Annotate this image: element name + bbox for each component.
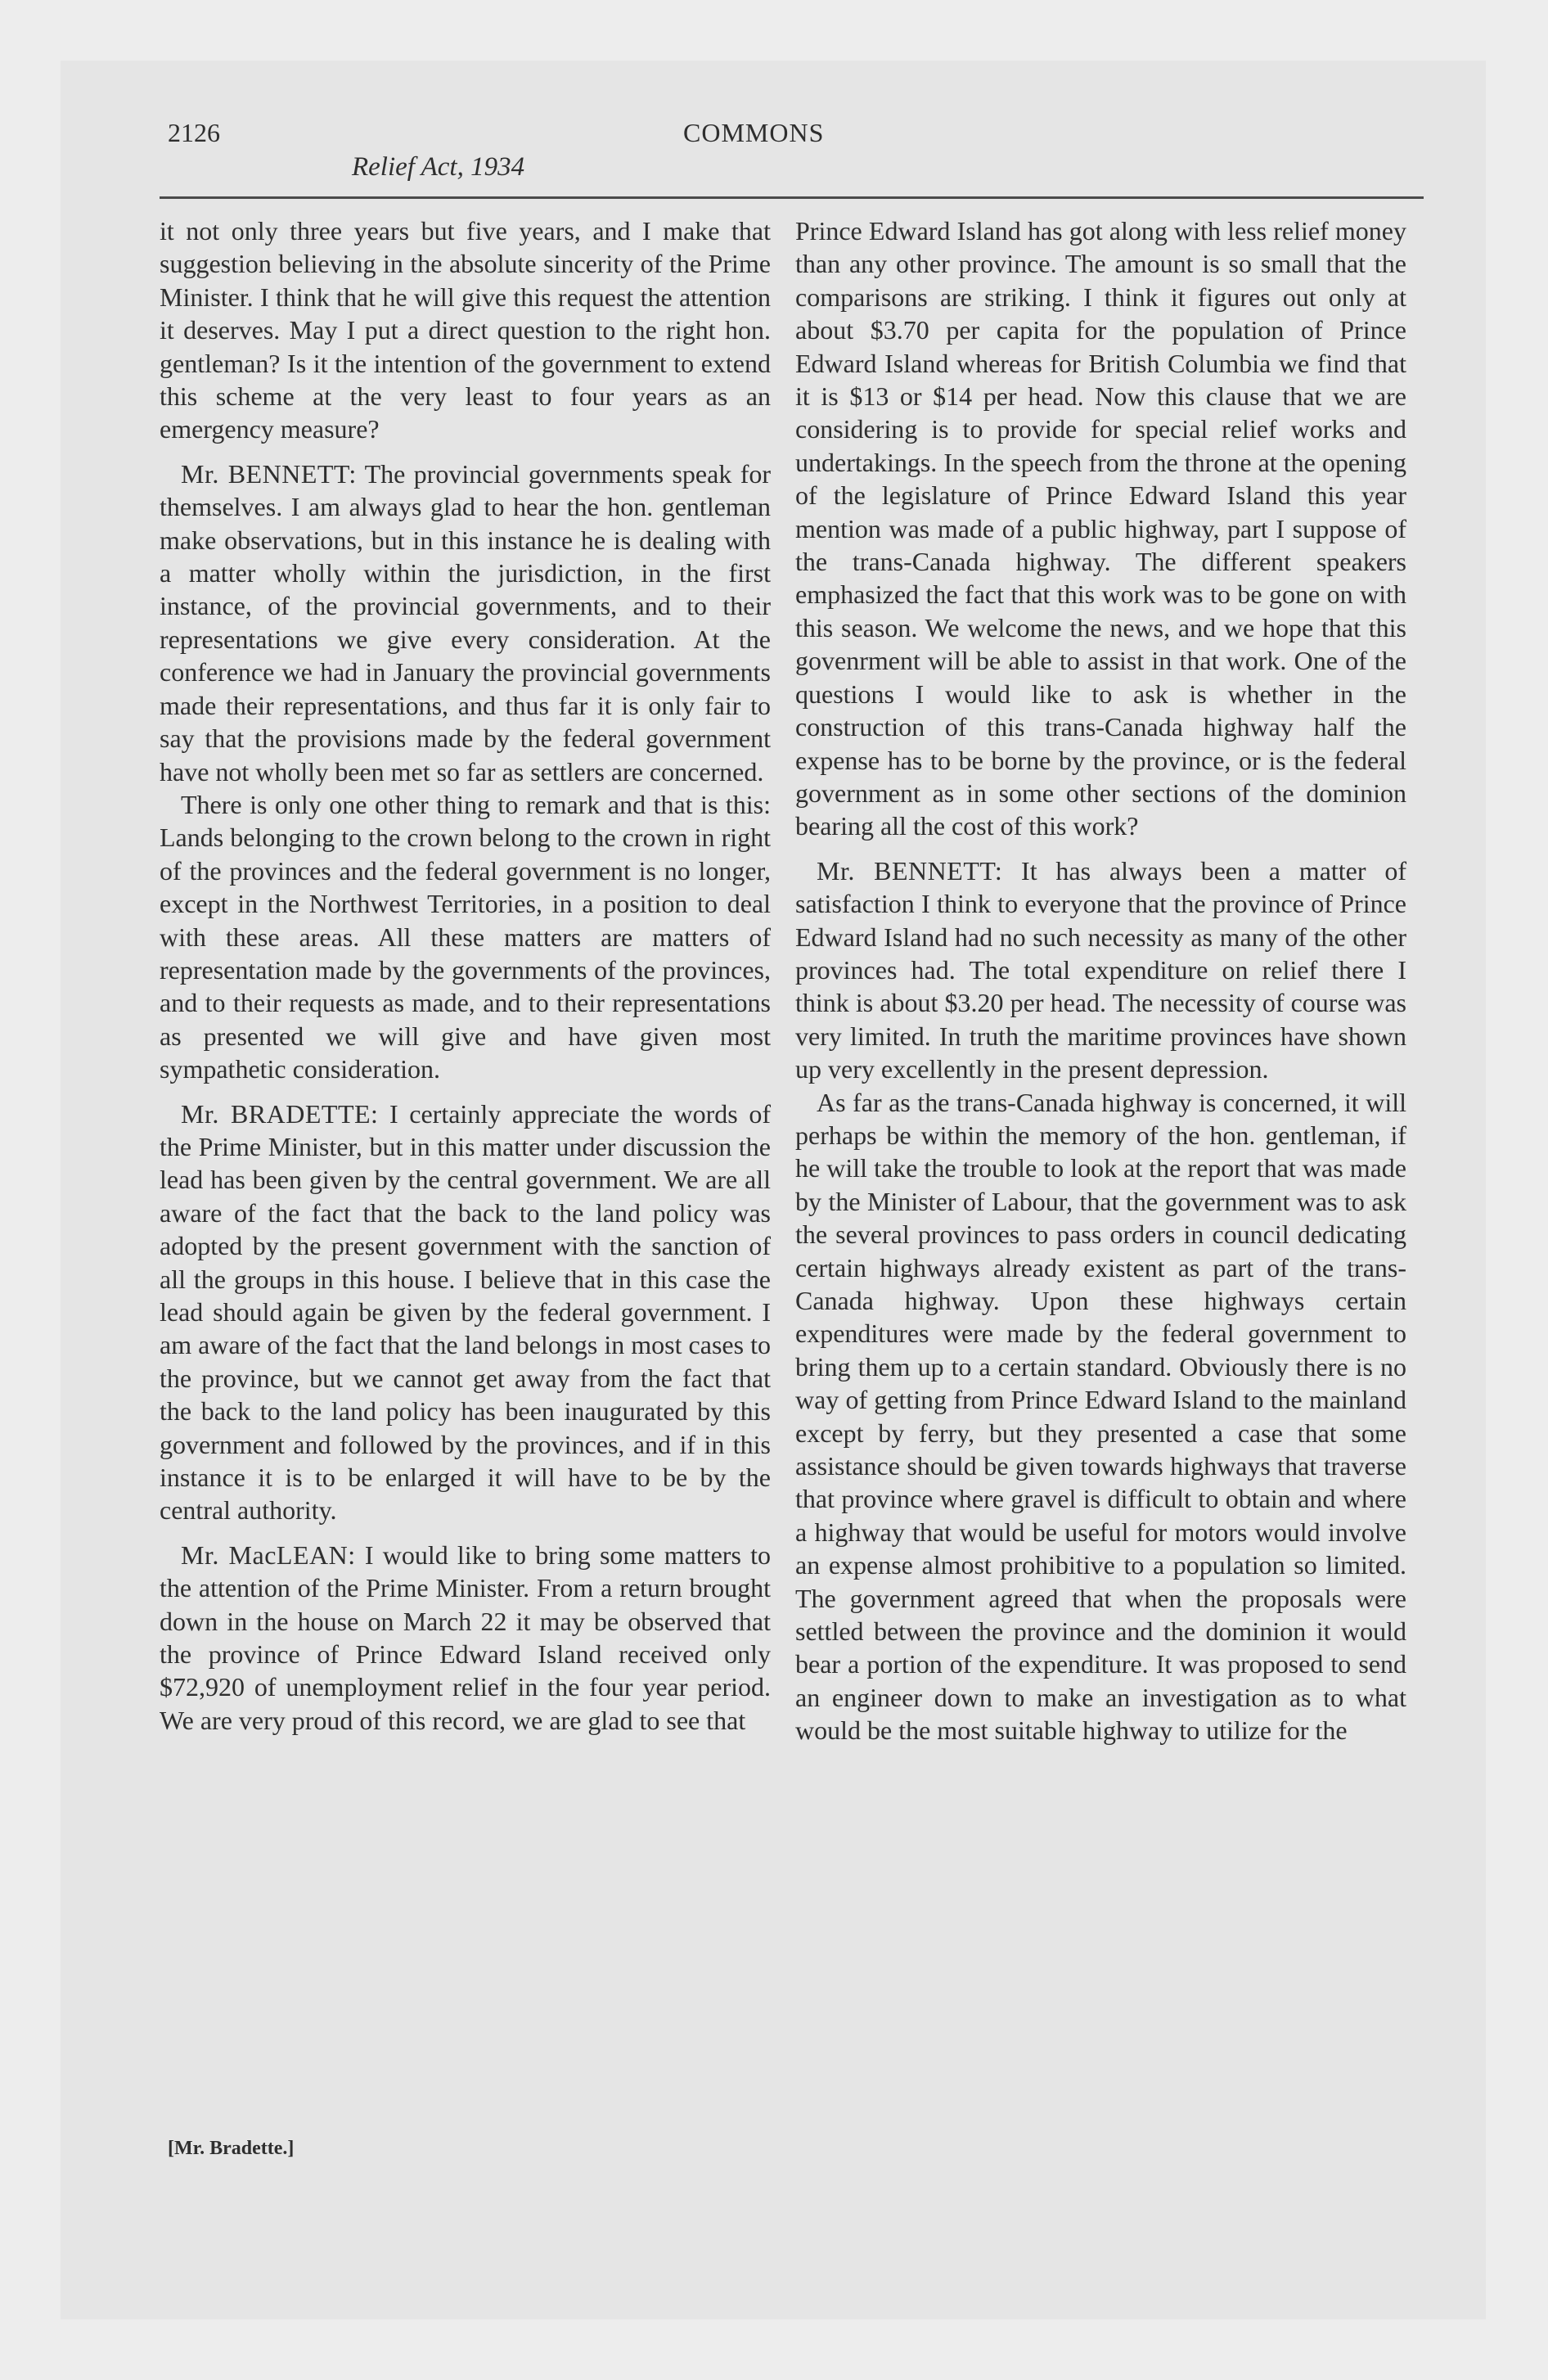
section-title: COMMONS <box>683 118 825 147</box>
paragraph <box>160 788 771 1086</box>
paragraph-text: I certainly appreciate the words of the Prime Minister, but in this matter under discussion the lead has been given by the central government. We are all aware of the fact that the back to the land policy was adopted by the present government with the sanction of all the groups in this house. I believe that in this case the lead should again be given by the federal government. I am aware of the fact that the land belongs in most cases to the province, but we cannot get away from the fact that the back to the land policy has been inaugurated by this government and followed by the provinces, and if in this instance it is to be enlarged it will have to be by the central authority. <box>160 1098 771 1526</box>
paragraph <box>160 1539 771 1737</box>
paragraph-text: As far as the trans-Canada highway is concerned, it will perhaps be within the memory of the hon. gentleman, if he will take the trouble to look at the report that was made by the Minister of Labour, that the government was to ask the several provinces to pass orders in council dedicating certain highways already existent as part of the trans-Canada highway. Upon these highways certain expenditures were made by the federal government to bring them up to a certain standard. Obviously there is no way of getting from Prince Edward Island to the mainland except by ferry, but they presented a case that some assistance should be given towards highways that traverse that province where gravel is difficult to obtain and where a highway that would be useful for motors would involve an expense almost prohibitive to a population so limited. The government agreed that when the proposals were settled between the province and the dominion it would bear a portion of the expenditure. It was proposed to send an engineer down to make an investigation as to what would be the most suitable highway to utilize for the <box>795 1087 1406 1746</box>
right-column <box>795 214 1406 1747</box>
speaker-name: Mr. MacLEAN: <box>181 1539 356 1570</box>
paragraph <box>160 458 771 788</box>
left-column <box>160 214 771 1737</box>
header-rule <box>160 196 1424 199</box>
paragraph-text: The provincial governments speak for themselves. I am always glad to hear the hon. gentleman make observations, but in this instance he is dealing with a matter wholly within the jurisdiction, in the first instance, of the provincial governments, and to their representations we give every consideration. At the conference we had in January the provincial governments made their representations, and thus far it is only fair to say that the provisions made by the federal government have not wholly been met so far as settlers are concerned. <box>160 458 772 787</box>
speaker-name: Mr. BRADETTE: <box>181 1098 379 1129</box>
paragraph <box>795 1086 1406 1747</box>
page-header <box>168 113 1420 207</box>
speaker-name: Mr. BENNETT: <box>817 855 1003 886</box>
paragraph <box>795 214 1406 843</box>
paragraph-text: There is only one other thing to remark and that is this: Lands belonging to the crown belong to the crown in right of the provinces and the federal government is no longer, except in the Northwest Territories, in a position to deal with these areas. All these matters are matters of representation made by the governments of the provinces, and to their requests as made, and to their representations as presented we will give and have given most sympathetic consideration. <box>160 789 771 1084</box>
paragraph-text: I would like to bring some matters to the attention of the Prime Minister. From a return brought down in the house on March 22 it may be observed that the province of Prince Edward Island received only $72,920 of unemployment relief in the four year period. We are very proud of this record, we are glad to see that <box>160 1539 772 1735</box>
page-number: 2126 <box>168 118 220 147</box>
paragraph-text: it not only three years but five years, and I make that suggestion believing in the absolute sincerity of the Prime Minister. I think that he will give this request the attention it deserves. May I put a direct question to the right hon. gentleman? Is it the intention of the government to extend this scheme at the very least to four years as an emergency measure? <box>160 216 771 444</box>
paragraph-text: It has always been a matter of satisfaction I think to everyone that the province of Prince Edward Island had no such necessity as many of the other provinces had. The total expenditure on relief there I think is about $3.20 per head. The necessity of course was very limited. In truth the maritime provinces have shown up very excellently in the present depression. <box>795 855 1407 1084</box>
paragraph <box>160 1098 771 1527</box>
paragraph <box>795 854 1406 1086</box>
paragraph-text: Prince Edward Island has got along with less relief money than any other province. The amount is so small that the comparisons are striking. I think it figures out only at about $3.70 per capita for the population of Prince Edward Island whereas for British Columbia we find that it is $13 or $14 per head. Now this clause that we are considering is to provide for special relief works and undertakings. In the speech from the throne at the opening of the legislature of Prince Edward Island this year mention was made of a public highway, part I suppose of the trans-Canada highway. The different speakers emphasized the fact that this work was to be gone on with this season. We welcome the news, and we hope that this govenrment will be able to assist in that work. One of the questions I would like to ask is whether in the construction of this trans-Canada highway half the expense has to be borne by the province, or is the federal government as in some other sections of the dominion bearing all the cost of this work? <box>795 216 1406 841</box>
paragraph <box>160 214 771 446</box>
running-head: Relief Act, 1934 <box>352 152 525 182</box>
speaker-name: Mr. BENNETT: <box>181 458 357 489</box>
speaker-footnote: [Mr. Bradette.] <box>168 2138 295 2159</box>
